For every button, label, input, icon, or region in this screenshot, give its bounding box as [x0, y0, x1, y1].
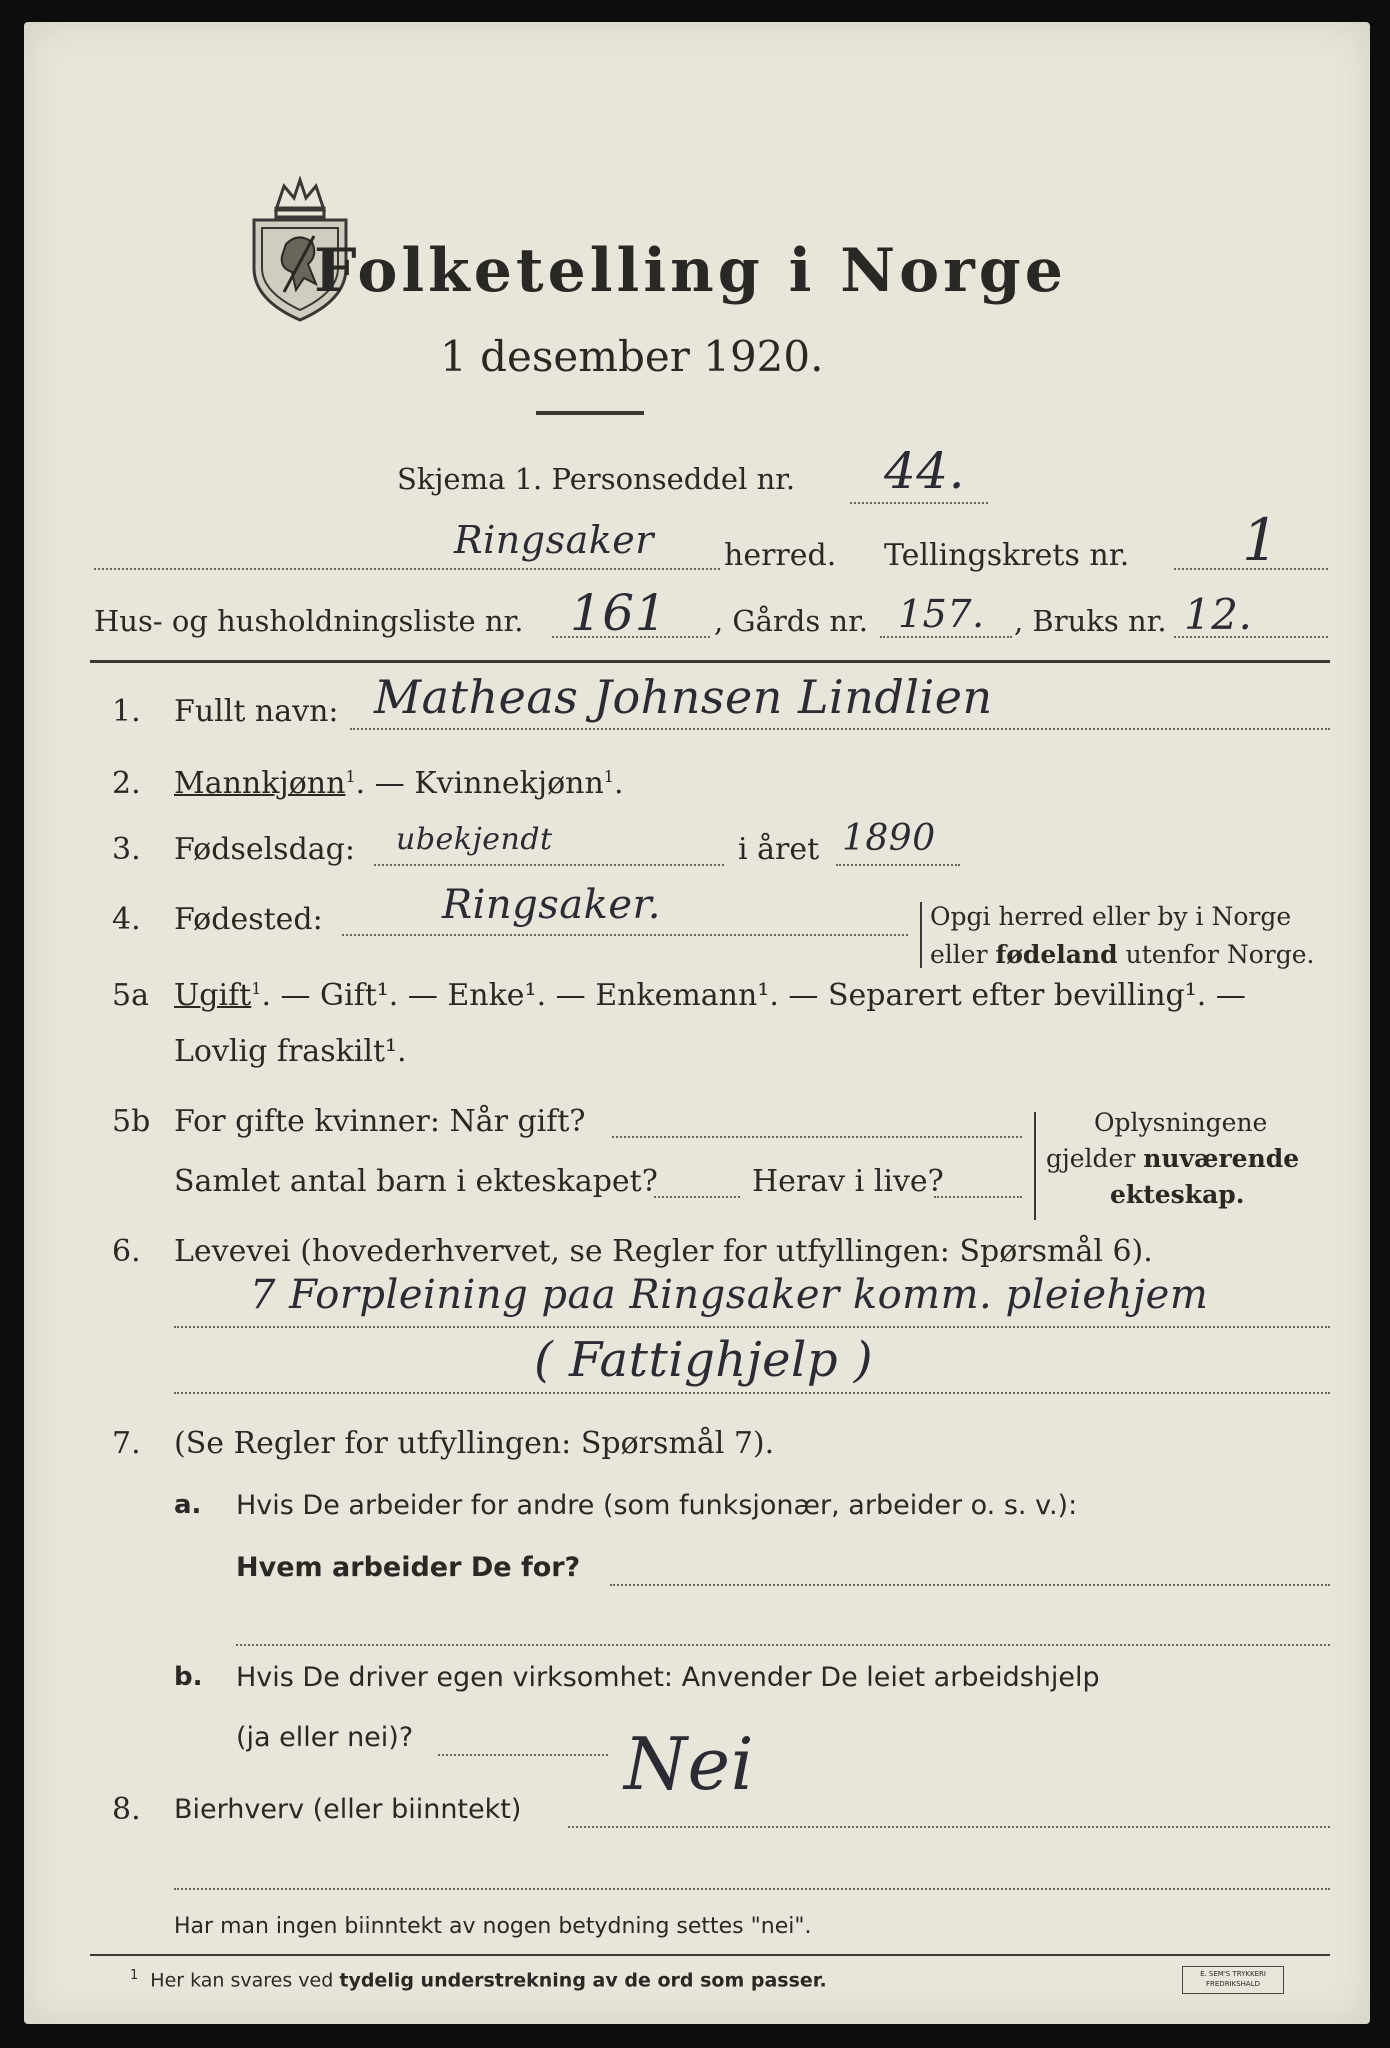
q1-line [350, 728, 1330, 730]
q7b-label: Hvis De driver egen virksomhet: Anvender De leiet arbeidshjelp [236, 1662, 1100, 1693]
husholdning-nr: 161 [570, 584, 667, 642]
q6-number: 6. [112, 1234, 141, 1269]
q4-note-line1: Opgi herred eller by i Norge [930, 902, 1292, 931]
occupation-value-line2: ( Fattighjelp ) [534, 1332, 874, 1388]
q5b-note2-b: nuværende [1143, 1144, 1300, 1173]
birthplace-value: Ringsaker. [442, 882, 662, 928]
stamp-line2: FREDRIKSHALD [1205, 1980, 1260, 1988]
q4-label: Fødested: [174, 902, 323, 937]
header-divider [90, 660, 1330, 663]
stamp-line1: E. SEM'S TRYKKERI [1200, 1970, 1266, 1978]
tellingskrets-nr: 1 [1242, 506, 1280, 574]
q2-options [174, 766, 624, 801]
printer-stamp [1182, 1966, 1284, 1994]
q7b-question: (ja eller nei)? [236, 1722, 414, 1753]
q6-label: Levevei (hovederhvervet, se Regler for utfyllingen: Spørsmål 6). [174, 1234, 1153, 1269]
q4-note-c: utenfor Norge. [1117, 940, 1315, 969]
q4-note-a: eller [930, 940, 996, 969]
q5b-note1: Oplysningene [1094, 1108, 1268, 1137]
employer-line1 [610, 1584, 1330, 1586]
q5a-rest: . — Gift¹. — Enke¹. — Enkemann¹. — Separert efter bevilling¹. — [261, 978, 1246, 1013]
birthday-value: ubekjendt [396, 822, 553, 857]
q3-label: Fødselsdag: [174, 832, 355, 867]
q4-note-line2 [930, 940, 1314, 969]
q2-footnote-ref: 1 [345, 767, 356, 786]
gards-nr: 157. [898, 592, 985, 636]
herred-name: Ringsaker [454, 518, 654, 562]
herred-label: herred. [724, 538, 837, 573]
census-date: 1 desember 1920. [440, 332, 824, 381]
footnote [130, 1968, 827, 1991]
census-form [24, 22, 1370, 2024]
footnote-text-b: tydelig understrekning av de ord som passer. [339, 1969, 827, 1992]
q1-number: 1. [112, 694, 141, 729]
tellingskrets-label: Tellingskrets nr. [884, 538, 1130, 573]
q5b-label3: Herav i live? [752, 1164, 944, 1199]
occupation-line1 [174, 1326, 1330, 1328]
ugift-option: Ugift [174, 978, 252, 1013]
personseddel-nr: 44. [884, 442, 966, 500]
q5a-footnote-ref: 1 [251, 979, 262, 998]
children-line [654, 1196, 740, 1198]
form-title: Folketelling i Norge [314, 236, 1067, 306]
herred-line [94, 568, 720, 570]
birthday-line [374, 864, 724, 866]
mannkjonn-option: Mannkjønn [174, 766, 346, 801]
q8-number: 8. [112, 1792, 141, 1827]
skjema-label: Skjema 1. Personseddel nr. [397, 462, 796, 496]
aaret-label: i året [738, 832, 820, 867]
bruks-label: , Bruks nr. [1014, 604, 1167, 638]
q5b-note3: ekteskap. [1110, 1180, 1245, 1209]
q5b-brace [1034, 1112, 1036, 1220]
married-when-line [612, 1136, 1022, 1138]
side-income-line2 [174, 1888, 1330, 1890]
q5b-note2-a: gjelder [1046, 1144, 1144, 1173]
bruks-nr: 12. [1184, 590, 1253, 639]
q2-separator: . — [355, 766, 415, 801]
q7-label: (Se Regler for utfyllingen: Spørsmål 7). [174, 1426, 775, 1461]
occupation-line2 [174, 1392, 1330, 1394]
birthyear-value: 1890 [842, 818, 936, 859]
q2-footnote-ref-2: 1 [603, 767, 614, 786]
q1-label: Fullt navn: [174, 694, 339, 729]
q5a-options [174, 978, 1246, 1013]
alive-line [934, 1196, 1022, 1198]
q4-note-b: fødeland [995, 940, 1118, 969]
footnote-divider [90, 1954, 1330, 1956]
q2-end: . [613, 766, 624, 801]
q7-number: 7. [112, 1426, 141, 1461]
q3-number: 3. [112, 832, 141, 867]
q5b-note2 [1046, 1144, 1299, 1173]
q5b-label2: Samlet antal barn i ekteskapet? [174, 1164, 658, 1199]
gards-line [880, 636, 1012, 638]
q5a-number: 5a [112, 978, 149, 1013]
kvinnekjonn-option: Kvinnekjønn [414, 766, 604, 801]
hired-help-value: Nei [624, 1722, 755, 1806]
q7a-number: a. [174, 1490, 202, 1520]
q2-number: 2. [112, 766, 141, 801]
birthplace-line [342, 934, 908, 936]
side-income-line [568, 1826, 1330, 1828]
q4-brace [920, 902, 922, 968]
hired-help-line [438, 1754, 608, 1756]
lovlig-fraskilt: Lovlig fraskilt¹. [174, 1034, 407, 1069]
q5b-number: 5b [112, 1104, 151, 1139]
q8-label: Bierhverv (eller biinntekt) [174, 1794, 522, 1825]
q7a-label: Hvis De arbeider for andre (som funksjonær, arbeider o. s. v.): [236, 1490, 1078, 1521]
title-divider [536, 411, 644, 415]
husholdning-label: Hus- og husholdningsliste nr. [94, 604, 524, 638]
occupation-value-line1: 7 Forpleining paa Ringsaker komm. pleiehjem [250, 1272, 1209, 1318]
personseddel-line [850, 502, 988, 504]
q5b-label1: For gifte kvinner: Når gift? [174, 1104, 586, 1139]
no-income-note: Har man ingen biinntekt av nogen betydning settes "nei". [174, 1914, 812, 1939]
q4-number: 4. [112, 902, 141, 937]
gards-label: , Gårds nr. [714, 604, 868, 638]
q7a-question: Hvem arbeider De for? [236, 1552, 581, 1583]
birthyear-line [836, 864, 960, 866]
footnote-mark: 1 [130, 1968, 139, 1983]
footnote-text-a: Her kan svares ved [150, 1969, 340, 1992]
q7b-number: b. [174, 1662, 203, 1692]
employer-line2 [236, 1644, 1330, 1646]
full-name-value: Matheas Johnsen Lindlien [374, 670, 993, 724]
